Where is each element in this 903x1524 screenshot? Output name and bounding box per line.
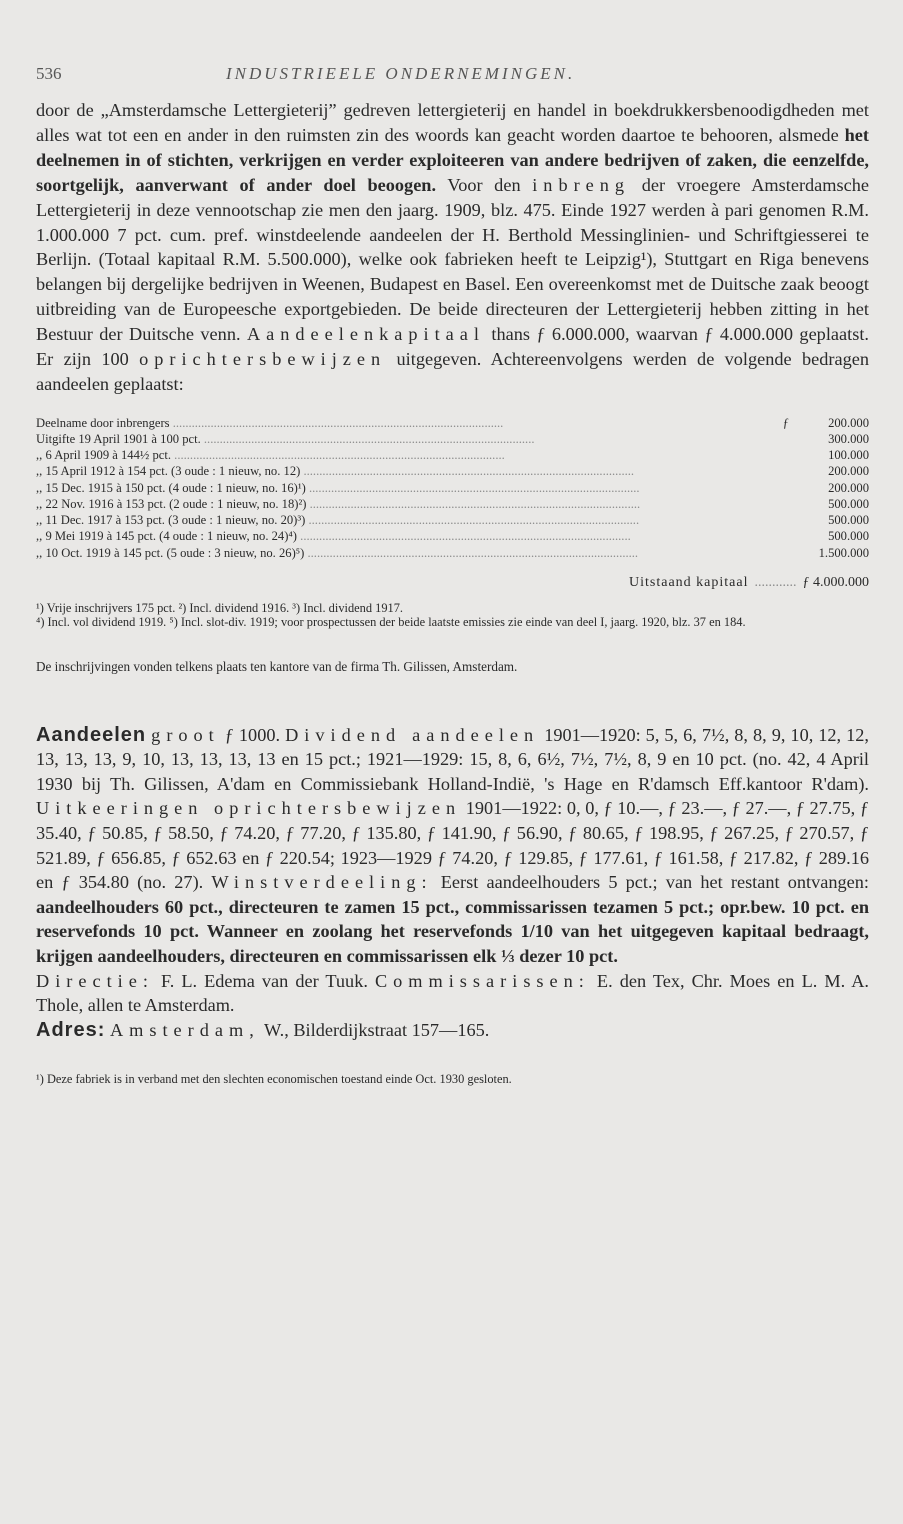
row-amount: 200.000 (828, 464, 869, 479)
row-label: ,, 10 Oct. 1919 à 145 pct. (5 oude : 3 nieuw, no. 26)⁵) ..... (36, 545, 779, 561)
row-currency (779, 447, 799, 463)
aandeelen-text: 1901—1920: 5, 5, 6, 7½, 8, 8, 9, 10, 12, 12, 13, 13, 13, 9, 10, 13, 13, 13, 13 en 15 pct.; 1921—1929: 15, 8, 6, 6½, 7½, 7½, 8, 9 en 10 pct. (no. 42, 4 April 1930 bij Th. Gilissen, A'dam en Commissiebank Holland-Indië, 's Hage en R'damsch Eff.kantoor R'dam). (36, 724, 869, 794)
intro-text-2: Voor den (436, 174, 533, 195)
row-amount: 500.000 (828, 496, 869, 511)
table-row (36, 415, 869, 431)
aandeelen-text: Eerst aandeelhouders 5 pct.; van het restant ontvangen: (432, 872, 869, 893)
row-amount: 500.000 (828, 513, 869, 528)
term-groot: groot (151, 724, 220, 745)
row-label: Deelname door inbrengers ..... (36, 415, 779, 431)
aandeelen-paragraph (36, 723, 869, 969)
row-currency (779, 431, 799, 447)
table-note: ⁴) Incl. vol dividend 1919. ⁵) Incl. slot-div. 1919; voor prospectussen der beide laatste emissies zie einde van deel I, jaarg. 1920, blz. 37 en 184. (36, 614, 746, 629)
row-currency (779, 496, 799, 512)
row-amount: 1.500.000 (818, 545, 869, 560)
row-currency: ƒ (782, 415, 789, 430)
intro-text-bold: het deelnemen in of stichten, verkrijgen en verder exploiteeren van andere bedrijven of zaken, die eenzelfde, soortgelijk, aanverwant of ander doel beoogen. (36, 124, 869, 195)
directie-paragraph (36, 969, 869, 1018)
table-row (36, 431, 869, 447)
inschrijving-paragraph: De inschrijvingen vonden telkens plaats ten kantore van de firma Th. Gilissen, Amsterdam. (36, 658, 518, 674)
directie-text: F. L. Edema van der Tuuk. (153, 970, 375, 991)
row-label: ,, 9 Mei 1919 à 145 pct. (4 oude : 1 nieuw, no. 24)⁴) ..... (36, 528, 779, 544)
table-row (36, 480, 869, 496)
page-number: 536 (36, 64, 62, 83)
row-label: Uitgifte 19 April 1901 à 100 pct. ..... (36, 431, 779, 447)
table-notes (36, 601, 869, 629)
footnote: ¹) Deze fabriek is in verband met den slechten economischen toestand einde Oct. 1930 gesloten. (36, 1072, 512, 1087)
total-amount: ƒ 4.000.000 (802, 574, 869, 590)
table-row (36, 528, 869, 544)
row-amount: 200.000 (828, 415, 869, 430)
page-header (36, 64, 869, 90)
table-row (36, 545, 869, 561)
table-row (36, 463, 869, 479)
term-commissarissen: Commissarissen: (374, 970, 590, 991)
adres-paragraph (36, 1018, 869, 1043)
adres-city: Amsterdam, (109, 1019, 260, 1040)
placement-table (36, 415, 869, 561)
row-label: ,, 15 April 1912 à 154 pct. (3 oude : 1 nieuw, no. 12) ..... (36, 463, 779, 479)
aandeelen-text: 1901—1922: 0, 0, ƒ 10.—, ƒ 23.—, ƒ 27.—, ƒ 27.75, ƒ 35.40, ƒ 50.85, ƒ 58.50, ƒ 74.20, ƒ 77.20, ƒ 135.80, ƒ 141.90, ƒ 56.90, ƒ 80.65, ƒ 198.95, ƒ 267.25, ƒ 270.57, ƒ 521.89, ƒ 656.85, ƒ 652.63 en ƒ 220.54; 1923—1929 ƒ 74.20, ƒ 129.85, ƒ 177.61, ƒ 161.58, ƒ 217.82, ƒ 289.16 en ƒ 354.80 (no. 27). (36, 798, 869, 893)
row-amount: 100.000 (828, 448, 869, 463)
term-winstverdeeling: Winstverdeeling: (211, 872, 433, 893)
intro-text-1: door de „Amsterdamsche Lettergieterij” gedreven lettergieterij en handel in boekdrukkersbenoodigdheden met alles wat tot een en ander in den ruimsten zin des woords kan geacht worden daartoe te behooren, alsmede (36, 100, 869, 145)
row-currency (779, 528, 799, 544)
aandeelen-bold-text: aandeelhouders 60 pct., directeuren te zamen 15 pct., commissarissen tezamen 5 pct.; opr.bew. 10 pct. en reservefonds 10 pct. Wanneer en zoolang het reservefonds 1/10 van het uitgegeven kapitaal bedraagt, krijgen aandeelhouders, directeuren en commissarissen elk ⅓ dezer 10 pct. (36, 896, 869, 967)
intro-paragraph (36, 98, 869, 397)
aandeelen-section (36, 723, 869, 1043)
intro-term-kapitaal: Aandeelenkapitaal (246, 324, 485, 345)
table-row (36, 447, 869, 463)
row-amount: 300.000 (828, 432, 869, 447)
aandeelen-heading: Aandeelen (36, 723, 147, 746)
total-leader: ............ (754, 574, 797, 590)
table-row (36, 512, 869, 528)
term-dividend: Dividend aandeelen (285, 724, 540, 745)
total-label: Uitstaand kapitaal (629, 574, 749, 590)
directie-text: E. den Tex, Chr. Moes en L. M. A. Thole, allen te Amsterdam. (36, 970, 869, 1016)
row-label: ,, 11 Dec. 1917 à 153 pct. (3 oude : 1 nieuw, no. 20)³) ..... (36, 512, 779, 528)
row-currency (779, 480, 799, 496)
row-amount: 500.000 (828, 529, 869, 544)
row-amount: 200.000 (828, 480, 869, 495)
row-label: ,, 6 April 1909 à 144½ pct. ..... (36, 447, 779, 463)
table-note: ¹) Vrije inschrijvers 175 pct. ²) Incl. dividend 1916. ³) Incl. dividend 1917. (36, 600, 404, 615)
term-directie: Directie: (36, 970, 154, 991)
intro-term-inbreng: inbreng (532, 174, 631, 195)
term-uitkeeringen: Uitkeeringen oprichtersbewijzen (36, 798, 462, 819)
total-row (36, 575, 869, 591)
intro-text-3: der vroegere Amsterdamsche Lettergieterij in deze vennootschap zie men den jaarg. 1909, blz. 475. Einde 1927 werden à pari genomen R.M. 1.000.000 7 pct. cum. pref. winstdeelende aandeelen der H. Berthold Messinglinien- und Schriftgiesserei te Berlijn. (Totaal kapitaal R.M. 5.500.000), welke ook fabrieken heeft te Leipzig¹), Stuttgart en Riga benevens belangen bij dergelijke bedrijven in Weenen, Budapest en Basel. Een overeenkomst met de Duitsche zaak beoogt uitbreiding van de Europeesche exportgebieden. De beide directeuren der Lettergieterij hebben zitting in het Bestuur der Duitsche venn. (36, 174, 869, 345)
row-label: ,, 22 Nov. 1916 à 153 pct. (2 oude : 1 nieuw, no. 18)²) ..... (36, 496, 779, 512)
row-currency (779, 545, 799, 561)
row-currency (779, 463, 799, 479)
row-label: ,, 15 Dec. 1915 à 150 pct. (4 oude : 1 nieuw, no. 16)¹) ..... (36, 480, 779, 496)
adres-heading: Adres: (36, 1018, 106, 1041)
intro-text-4: thans ƒ 6.000.000, waarvan ƒ 4.000.000 geplaatst. Er zijn 100 (36, 324, 869, 370)
table-row (36, 496, 869, 512)
adres-text: W., Bilderdijkstraat 157—165. (259, 1019, 490, 1040)
row-currency (779, 512, 799, 528)
aandeelen-text: ƒ 1000. (219, 724, 286, 745)
running-title: INDUSTRIEELE ONDERNEMINGEN. (226, 64, 576, 83)
intro-term-oprichters: oprichtersbewijzen (139, 349, 387, 370)
intro-text-5: uitgegeven. Achtereenvolgens werden de volgende bedragen aandeelen geplaatst: (36, 349, 869, 394)
